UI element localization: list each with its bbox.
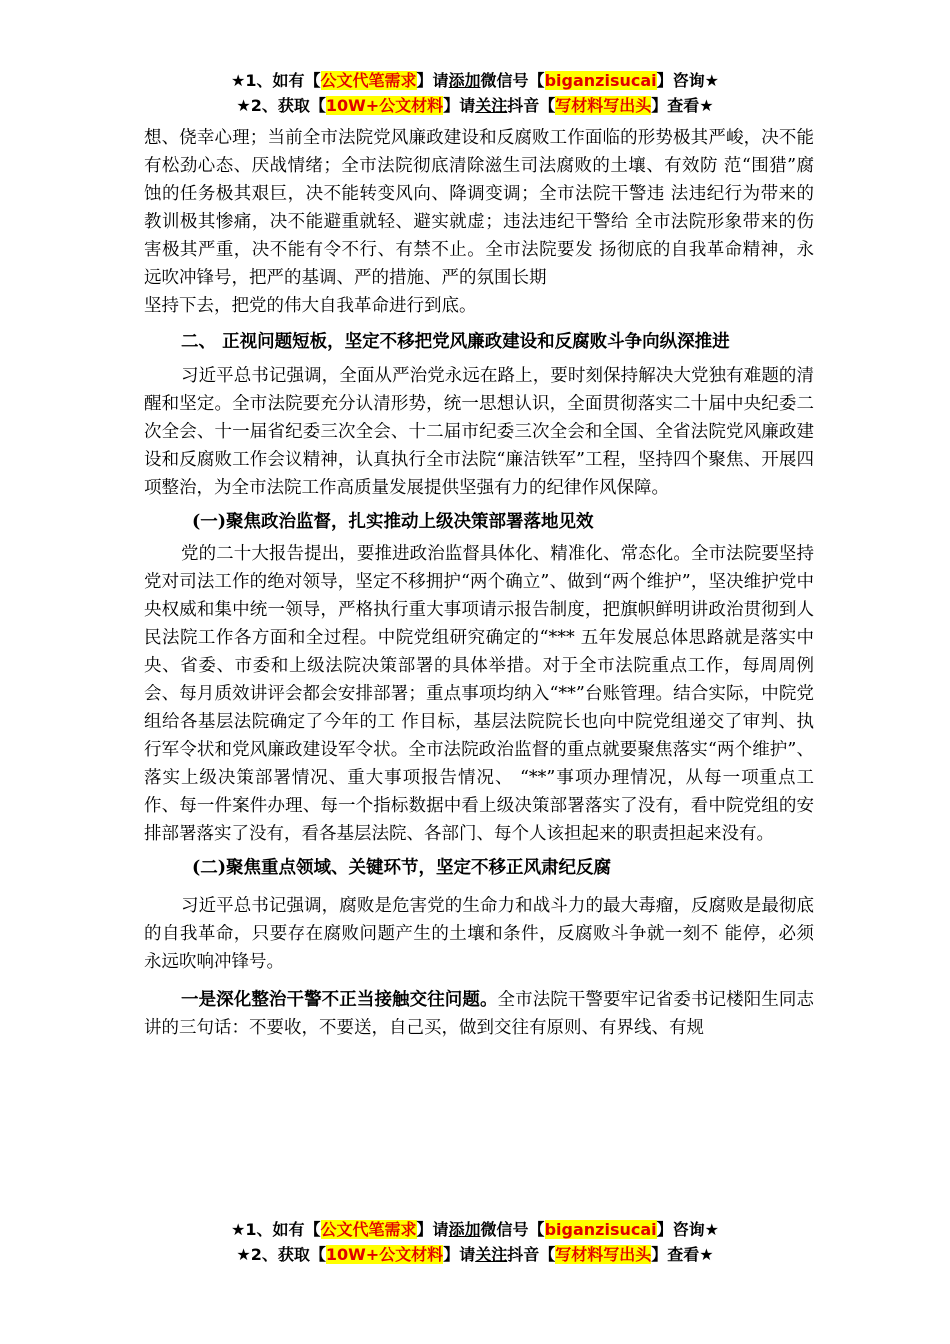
banner-underlined-text: 关注: [475, 1245, 508, 1264]
banner-line-2: [0, 93, 950, 118]
banner-highlight-service: 公文代笔需求: [320, 1220, 417, 1239]
banner-text: 】咨询★: [656, 71, 719, 90]
document-body: [144, 124, 814, 1042]
banner-line-2: [0, 1242, 950, 1267]
banner-text: 微信号【: [480, 71, 545, 90]
paragraph: 想、侥幸心理；当前全市法院党风廉政建设和反腐败工作面临的形势极其严峻，决不能有松劲心态、厌战情绪；全市法院彻底清除滋生司法腐败的土壤、有效防 范“围猎”腐蚀的任务极其艰巨，决不能转变风向、降调变调；全市法院干警违 法违纪行为带来的教训极其惨痛，决不能避重就轻、避实就虚；违法违纪干警给 全市法院形象带来的伤害极其严重，决不能有令不行、有禁不止。全市法院要发 扬彻底的自我革命精神，永远吹冲锋号，把严的基调、严的措施、严的氛围长期: [144, 128, 814, 288]
banner-underlined-text: 添加: [448, 1220, 481, 1239]
banner-highlight-wechat-id: biganzisucai: [544, 1220, 657, 1239]
banner-text: 抖音【: [507, 1245, 556, 1264]
paragraph: 坚持下去，把党的伟大自我革命进行到底。: [144, 296, 477, 316]
banner-text: 抖音【: [507, 96, 556, 115]
banner-highlight-douyin: 写材料写出头: [555, 1245, 652, 1264]
banner-text: ★2、获取【: [236, 1245, 326, 1264]
banner-highlight-materials: 10W+公文材料: [325, 1245, 444, 1264]
banner-highlight-service: 公文代笔需求: [320, 71, 417, 90]
banner-text: 】查看★: [651, 1245, 714, 1264]
banner-highlight-douyin: 写材料写出头: [555, 96, 652, 115]
banner-text: ★1、如有【: [231, 1220, 321, 1239]
paragraph-lead: 一是深化整治干警不正当接触交往问题。: [181, 990, 498, 1010]
paragraph: 习近平总书记强调，腐败是危害党的生命力和战斗力的最大毒瘤，反腐败是最彻底的自我革命，只要存在腐败问题产生的土壤和条件，反腐败斗争就一刻不 能停，必须永远吹响冲锋号。: [144, 896, 814, 972]
banner-underlined-text: 关注: [475, 96, 508, 115]
paragraph-text: 全市法院干警要牢记省委书记楼阳生同志讲的三句话：不要收，不要送，自己买，做到交往有原则、有界线、有规: [144, 990, 815, 1038]
banner-text: 】请: [416, 71, 449, 90]
paragraph: 党的二十大报告提出，要推进政治监督具体化、精准化、常态化。全市法院要坚持党对司法工作的绝对领导，坚定不移拥护“两个确立”、做到“两个维护”，坚决维护党中央权威和集中统一领导，严格执行重大事项请示报告制度，把旗帜鲜明讲政治贯彻到人民法院工作各方面和全过程。中院党组研究确定的“*** 五年发展总体思路就是落实中央、省委、市委和上级法院决策部署的具体举措。对于全市法院重点工作，每周周例会、每月质效讲评会都会安排部署；重点事项均纳入“**”台账管理。结合实际，中院党组给各基层法院确定了今年的工 作目标，基层法院院长也向中院党组递交了审判、执行军令状和党风廉政建设军令状。全市法院政治监督的重点就要聚焦落实“两个维护”、落实上级决策部署情况、重大事项报告情况、 “**”事项办理情况，从每一项重点工作、每一件案件办理、每一个指标数据中看上级决策部署落实了没有，看中院党组的安排部署落实了没有，看各基层法院、各部门、每个人该担起来的职责担起来没有。: [144, 544, 814, 844]
banner-underlined-text: 添加: [448, 71, 481, 90]
banner-text: 】查看★: [651, 96, 714, 115]
banner-text: 】请: [443, 1245, 476, 1264]
subsection-heading: (一)聚焦政治监督，扎实推动上级决策部署落地见效: [192, 512, 594, 532]
paragraph: 习近平总书记强调，全面从严治党永远在路上，要时刻保持解决大党独有难题的清醒和坚定。全市法院要充分认清形势，统一思想认识，全面贯彻落实二十届中央纪委二次全会、十一届省纪委三次全会、十二届市纪委三次全会和全国、全省法院党风廉政建设和反腐败工作会议精神，认真执行全市法院“廉洁铁军”工程，坚持四个聚焦、开展四项整治，为全市法院工作高质量发展提供坚强有力的纪律作风保障。: [144, 366, 814, 498]
banner-text: ★2、获取【: [236, 96, 326, 115]
banner-text: ★1、如有【: [231, 71, 321, 90]
top-banner: [0, 68, 950, 118]
paragraph: [144, 986, 814, 1042]
subsection-heading: (二)聚焦重点领域、关键环节，坚定不移正风肃纪反腐: [192, 858, 612, 878]
banner-text: 】咨询★: [656, 1220, 719, 1239]
banner-line-1: [0, 1217, 950, 1242]
banner-highlight-wechat-id: biganzisucai: [544, 71, 657, 90]
banner-line-1: [0, 68, 950, 93]
banner-text: 】请: [443, 96, 476, 115]
banner-text: 】请: [416, 1220, 449, 1239]
banner-highlight-materials: 10W+公文材料: [325, 96, 444, 115]
section-heading: 二、 正视问题短板，坚定不移把党风廉政建设和反腐败斗争向纵深推进: [181, 332, 730, 352]
banner-text: 微信号【: [480, 1220, 545, 1239]
bottom-banner: [0, 1217, 950, 1267]
